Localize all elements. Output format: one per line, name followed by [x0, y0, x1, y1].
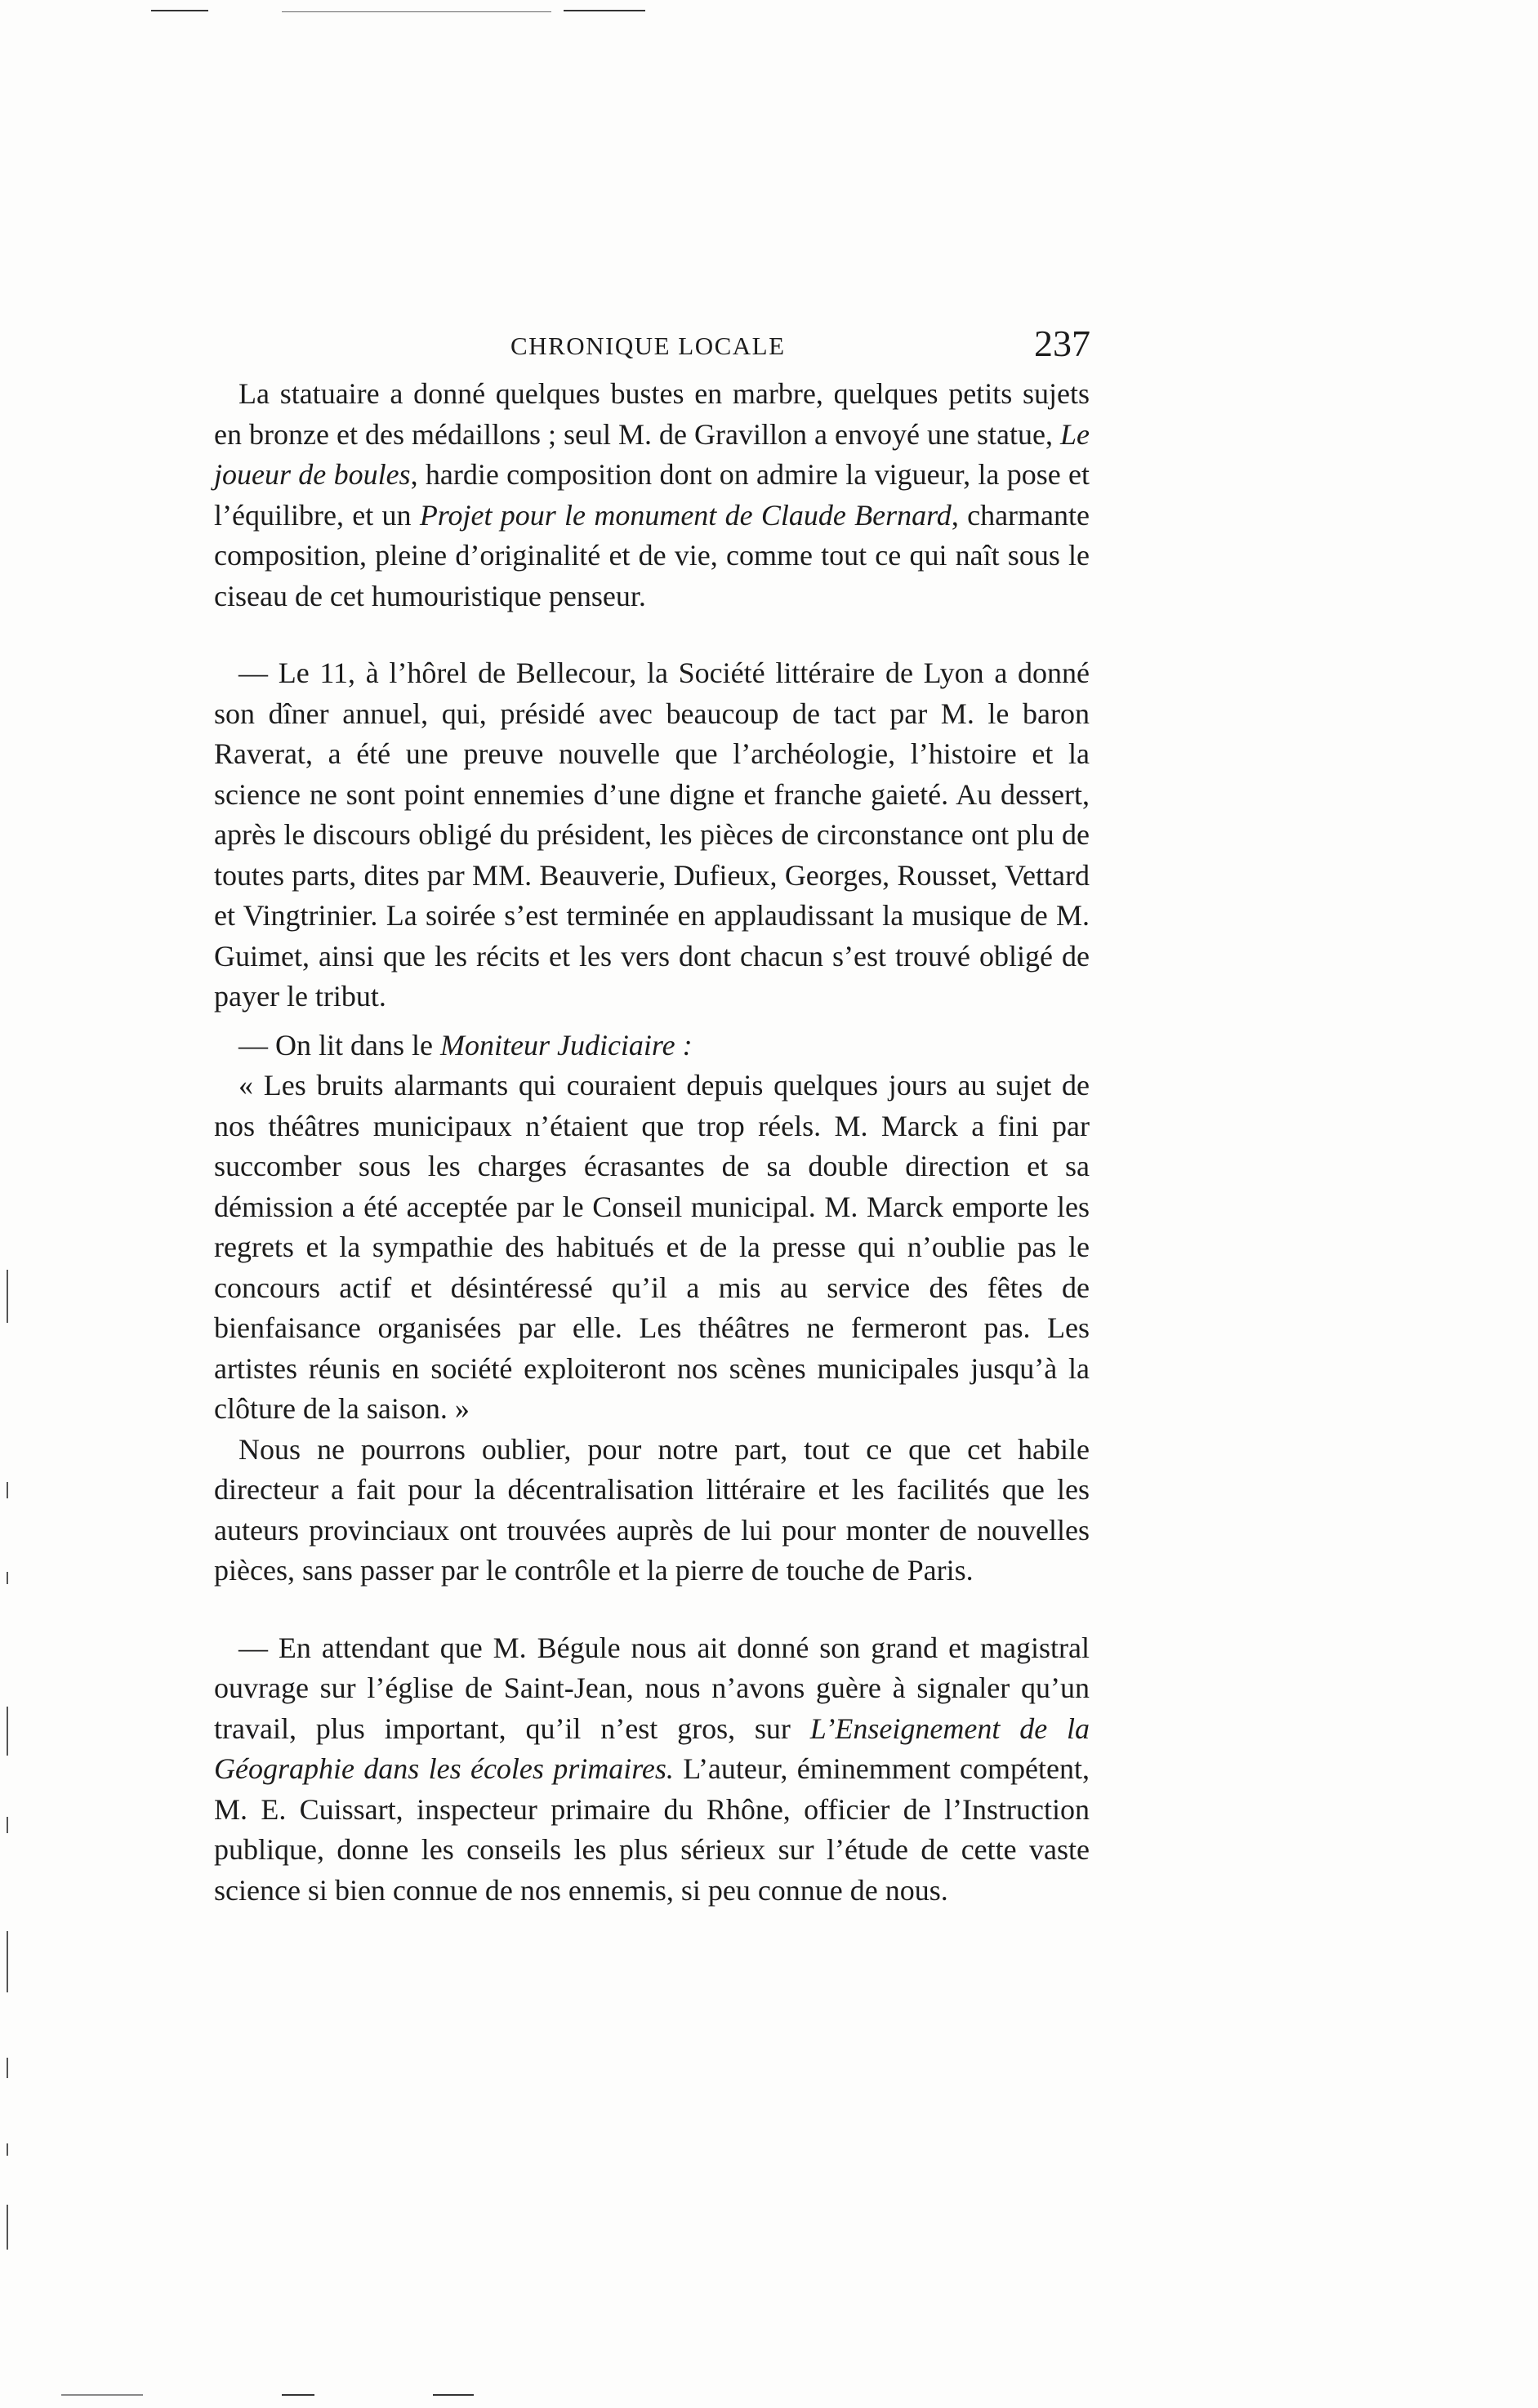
scan-margin-mark — [7, 1931, 8, 1992]
paragraph-sculpture — [214, 374, 1090, 616]
italic-title: L’Enseignement de la Géographie dans les écoles primaires. — [214, 1711, 1090, 1785]
text-run: — En attendant que M. Bégule nous ait donné son grand et magistral ouvrage sur l’église de Saint-Jean, nous n’avons guère à signaler qu’un travail, plus important, qu’il n’est gros, sur — [214, 1631, 1090, 1745]
text-run: L’auteur, éminemment compétent, M. E. Cuissart, inspecteur primaire du Rhône, officier de l’Instruction publique, donne les conseils les plus sérieux sur l’étude de cette vaste science si bien connue de nos ennemis, si peu connue de nous. — [214, 1752, 1090, 1907]
scan-margin-mark — [7, 1817, 8, 1833]
scan-margin-mark — [7, 2205, 8, 2250]
scan-rule-bottom-1 — [61, 2394, 143, 2396]
paragraph-begule — [214, 1628, 1090, 1912]
text-run: — On lit dans le — [239, 1028, 440, 1062]
text-run: « Les bruits alarmants qui couraient depuis quelques jours au sujet de nos théâtres municipaux n’étaient que trop réels. M. Marck a fini par succomber sous les charges écrasantes de sa double direction et sa démission a été acceptée par le Conseil municipal. M. Marck emporte les regrets et la sympathie des habitués et de la presse qui n’oublie pas le concours actif et désintéressé qu’il a mis au service des fêtes de bienfaisance organisées par elle. Les théâtres ne fermeront pas. Les artistes réunis en société exploiteront nos scènes municipales jusqu’à la clôture de la saison. » — [214, 1069, 1090, 1425]
scan-rule-bottom-2 — [282, 2394, 314, 2396]
scan-rule-bottom-3 — [433, 2394, 474, 2396]
page-number: 237 — [1034, 323, 1090, 364]
italic-title: Moniteur Judiciaire : — [439, 1028, 693, 1062]
paragraph-moniteur-intro — [214, 1026, 1090, 1066]
scan-margin-mark — [7, 1707, 8, 1756]
text-run: — Le 11, à l’hôrel de Bellecour, la Société littéraire de Lyon a donné son dîner annuel, qui, présidé avec beaucoup de tact par M. le baron Raverat, a été une preuve nouvelle que l’archéologie, l’histoire et la science ne sont point ennemies d’une digne et franche gaieté. Au dessert, après le discours obligé du président, les pièces de circonstance ont plu de toutes parts, dites par MM. Beauverie, Dufieux, Georges, Rousset, Vettard et Vingtrinier. La soirée s’est terminée en applaudissant la musique de M. Guimet, ainsi que les récits et les vers dont chacun s’est trouvé obligé de payer le tribut. — [214, 657, 1090, 1013]
scan-margin-mark — [7, 2143, 8, 2156]
text-run: Nous ne pourrons oublier, pour notre part, tout ce que cet habile directeur a fait pour la décentralisation littéraire et les facilités que les auteurs provinciaux ont trouvées auprès de lui pour monter de nouvelles pièces, sans passer par le contrôle et la pierre de touche de Paris. — [214, 1432, 1090, 1587]
running-title: CHRONIQUE LOCALE — [510, 332, 786, 360]
scan-rule-top-center — [282, 11, 551, 12]
scan-margin-mark — [7, 1270, 8, 1323]
text-run: , charmante composition, pleine d’originalité et de vie, comme tout ce qui naît sous le ciseau de cet humouristique penseur. — [214, 498, 1090, 612]
scan-rule-top-left — [151, 10, 208, 11]
scan-margin-mark — [7, 1572, 8, 1584]
italic-title: Projet pour le monument de Claude Bernard — [419, 498, 952, 532]
text-run: , hardie composition dont on admire la vigueur, la pose et l’équilibre, et un — [214, 458, 1090, 532]
paragraph-societe-litteraire — [214, 653, 1090, 1017]
running-head — [212, 323, 1090, 376]
paragraph-moniteur-quote — [214, 1066, 1090, 1430]
text-run: La statuaire a donné quelques bustes en marbre, quelques petits sujets en bronze et des médaillons ; seul M. de Gravillon a envoyé une statue, — [214, 377, 1090, 451]
scan-rule-top-right — [564, 10, 645, 11]
paragraph-decentralisation — [214, 1430, 1090, 1591]
body-text — [214, 374, 1090, 1911]
scan-margin-mark — [7, 1482, 8, 1498]
scan-margin-mark — [7, 2058, 8, 2078]
italic-title: Le joueur de boules — [214, 417, 1090, 491]
